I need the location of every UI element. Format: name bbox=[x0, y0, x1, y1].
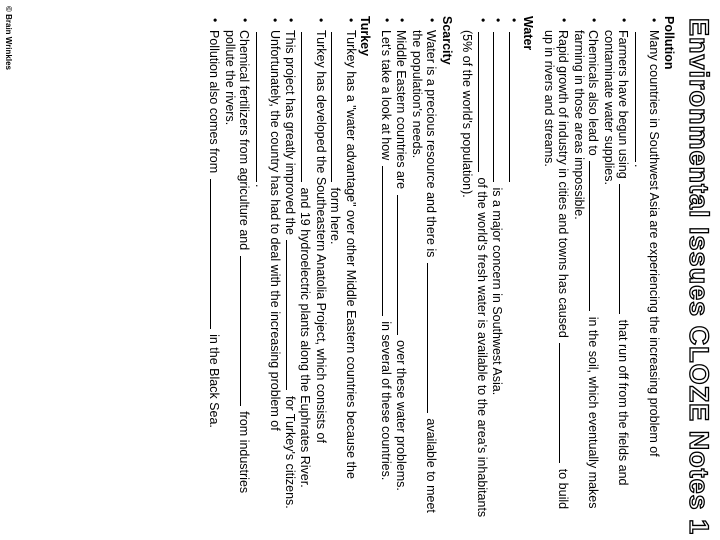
fill-in-blank[interactable] bbox=[428, 263, 440, 413]
turkey-list bbox=[207, 16, 358, 521]
fill-in-blank[interactable] bbox=[635, 32, 647, 162]
list-item bbox=[410, 16, 440, 521]
list-item bbox=[328, 16, 358, 521]
fill-in-blank[interactable] bbox=[211, 179, 223, 329]
water-text-3: of the world's fresh water is available to the area's inhabitants (5% of the world's population). bbox=[460, 30, 489, 518]
section-heading-turkey: Turkey bbox=[358, 16, 373, 57]
pollution-text-1: Many countries in Southwest Asia are experiencing the increasing problem of bbox=[647, 30, 662, 457]
fill-in-blank[interactable] bbox=[620, 184, 632, 314]
fill-in-blank[interactable] bbox=[494, 32, 506, 182]
water-list bbox=[460, 16, 521, 521]
turkey-text-6b: in the Black Sea. bbox=[207, 334, 222, 428]
list-item bbox=[572, 16, 602, 521]
turkey-text-5a: Chemical fertilizers from agriculture and bbox=[237, 30, 252, 251]
water-text-2: is a major concern in Southwest Asia. bbox=[490, 187, 505, 396]
fill-in-blank[interactable] bbox=[478, 32, 490, 172]
pollution-text-4a: Rapid growth of industry in cities and towns has caused bbox=[556, 30, 571, 338]
turkey-text-3b: for Turkey's citizens. bbox=[283, 395, 297, 509]
pollution-text-2b: that run off from the fields and contaminate water supplies. bbox=[602, 30, 631, 486]
turkey-text-4: Unfortunately, the country has had to deal with the increasing problem of bbox=[268, 30, 283, 431]
fill-in-blank[interactable] bbox=[241, 256, 253, 406]
list-item bbox=[283, 16, 299, 521]
list-item: • Unfortunately, the country has had to deal with the increasing problem of . bbox=[253, 16, 283, 521]
list-item bbox=[207, 16, 223, 521]
list-item bbox=[542, 16, 572, 521]
turkey-text-2b: and 19 hydroelectric plants along the Euphrates River. bbox=[298, 187, 313, 488]
list-item bbox=[223, 16, 253, 521]
list-item bbox=[379, 16, 395, 521]
list-item bbox=[298, 16, 328, 521]
copyright-notice: © Brain Wrinkles bbox=[4, 6, 13, 70]
list-item bbox=[506, 16, 522, 521]
fill-in-blank[interactable] bbox=[302, 32, 314, 182]
turkey-text-5b: from industries pollute the rivers. bbox=[223, 30, 252, 494]
pollution-text-2a: Farmers have begun using bbox=[616, 30, 631, 179]
section-heading-water: Water bbox=[521, 16, 536, 51]
fill-in-blank[interactable] bbox=[398, 195, 410, 335]
page-title: Environmental Issues CLOZE Notes 1 bbox=[684, 18, 714, 536]
list-item bbox=[394, 16, 410, 521]
section-heading-scarcity: Scarcity bbox=[440, 16, 454, 65]
pollution-list bbox=[542, 16, 662, 521]
fill-in-blank[interactable] bbox=[286, 240, 298, 390]
scarcity-text-1a: Water is a precious resource and there is bbox=[424, 30, 439, 258]
turkey-text-3a: This project has greatly improved the bbox=[283, 30, 297, 235]
fill-in-blank[interactable] bbox=[382, 166, 394, 316]
scarcity-text-3b: in several of these countries. bbox=[379, 321, 393, 481]
pollution-text-3a: Chemicals also lead to bbox=[586, 30, 601, 156]
list-item bbox=[490, 16, 506, 521]
fill-in-blank[interactable] bbox=[590, 161, 602, 311]
list-item bbox=[460, 16, 490, 521]
fill-in-blank[interactable] bbox=[509, 32, 521, 182]
pollution-text-4b: to build up in rivers and streams. bbox=[542, 30, 571, 510]
scarcity-text-3a: Let's take a look at how bbox=[379, 30, 393, 161]
scarcity-text-2b: over these water problems. bbox=[394, 340, 409, 491]
list-item bbox=[602, 16, 632, 521]
notes-body bbox=[207, 16, 676, 521]
pollution-text-3b: in the soil, which eventually makes farming in those areas impossible. bbox=[572, 30, 601, 509]
turkey-text-1b: form here. bbox=[328, 187, 343, 245]
fill-in-blank[interactable] bbox=[560, 343, 572, 463]
fill-in-blank[interactable] bbox=[256, 32, 268, 182]
section-heading-pollution: Pollution bbox=[662, 16, 676, 70]
turkey-text-2a: Turkey has developed the Southeastern Anatolia Project, which consists of bbox=[314, 30, 328, 443]
scarcity-text-1b: available to meet the population's needs. bbox=[410, 30, 439, 513]
scarcity-list bbox=[379, 16, 440, 521]
turkey-text-1a: Turkey has a "water advantage" over other Middle Eastern countries because the bbox=[344, 30, 358, 479]
scarcity-text-2a: Middle Eastern countries are bbox=[394, 30, 409, 190]
list-item: • Many countries in Southwest Asia are experiencing the increasing problem of . bbox=[632, 16, 662, 521]
fill-in-blank[interactable] bbox=[332, 32, 344, 182]
turkey-text-6a: Pollution also comes from bbox=[207, 30, 222, 174]
